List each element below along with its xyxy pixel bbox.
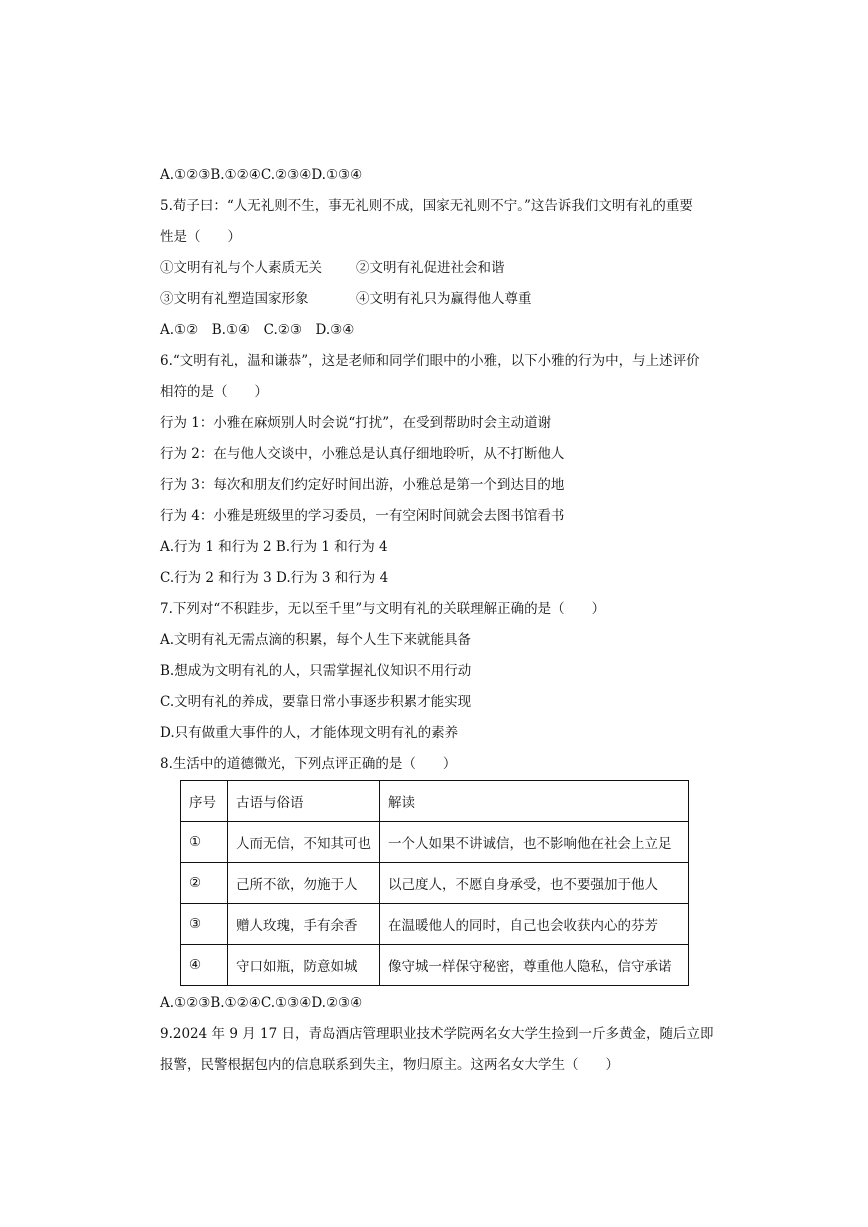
q6-behavior-3: 行为 3：每次和朋友们约定好时间出游，小雅总是第一个到达目的地 xyxy=(160,477,565,493)
q6-behavior-2: 行为 2：在与他人交谈中，小雅总是认真仔细地聆听，从不打断他人 xyxy=(160,446,565,462)
q5-statement-2: ②文明有礼促进社会和谐 xyxy=(356,260,505,276)
q8-table-wrapper xyxy=(180,780,720,986)
table-row xyxy=(181,904,689,945)
q7-option-d: D.只有做重大事件的人，才能体现文明有礼的素养 xyxy=(160,725,459,741)
q5-statement-3: ③文明有礼塑造国家形象 xyxy=(160,291,309,307)
document-page xyxy=(160,160,720,1081)
table-cell: 在温暖他人的同时，自己也会收获内心的芬芳 xyxy=(380,904,689,945)
q5-stem-line1: 5.荀子曰：“人无礼则不生，事无礼则不成，国家无礼则不宁。”这告诉我们文明有礼的重要 xyxy=(160,198,693,214)
q4-answer-options: A.①②③B.①②④C.②③④D.①③④ xyxy=(160,167,363,183)
table-cell: 己所不欲，勿施于人 xyxy=(228,863,380,904)
q7-stem: 7.下列对“不积跬步，无以至千里”与文明有礼的关联理解正确的是（ ） xyxy=(160,601,606,617)
q6-behavior-1: 行为 1：小雅在麻烦别人时会说“打扰”，在受到帮助时会主动道谢 xyxy=(160,415,552,431)
table-cell: ② xyxy=(181,863,228,904)
table-cell: 像守城一样保守秘密，尊重他人隐私，信守承诺 xyxy=(380,945,689,986)
table-cell: ① xyxy=(181,822,228,863)
q5-statement-4: ④文明有礼只为赢得他人尊重 xyxy=(356,291,532,307)
q6-stem-line2: 相符的是（ ） xyxy=(160,384,268,400)
q7-option-c: C.文明有礼的养成，要靠日常小事逐步积累才能实现 xyxy=(160,694,472,710)
q8-stem: 8.生活中的道德微光，下列点评正确的是（ ） xyxy=(160,756,457,772)
table-cell: ④ xyxy=(181,945,228,986)
q9-stem-line2: 报警，民警根据包内的信息联系到失主，物归原主。这两名女大学生（ ） xyxy=(160,1057,619,1073)
table-cell: 人而无信，不知其可也 xyxy=(228,822,380,863)
q5-statements-row2 xyxy=(160,284,720,315)
table-cell: 守口如瓶，防意如城 xyxy=(228,945,380,986)
table-cell: 一个人如果不讲诚信，也不影响他在社会上立足 xyxy=(380,822,689,863)
table-header-row xyxy=(181,781,689,822)
table-cell: ③ xyxy=(181,904,228,945)
table-row xyxy=(181,945,689,986)
table-cell: 赠人玫瑰，手有余香 xyxy=(228,904,380,945)
table-cell: 以己度人，不愿自身承受，也不要强加于他人 xyxy=(380,863,689,904)
q8-table xyxy=(180,780,689,986)
q8-answer-options: A.①②③B.①②④C.①③④D.②③④ xyxy=(160,995,363,1011)
q6-stem-line1: 6.“文明有礼，温和谦恭”，这是老师和同学们眼中的小雅，以下小雅的行为中，与上述评价 xyxy=(160,353,700,369)
q5-statements-row1 xyxy=(160,253,720,284)
table-row xyxy=(181,822,689,863)
q5-answer-options: A.①② B.①④ C.②③ D.③④ xyxy=(160,322,355,338)
q6-behavior-4: 行为 4：小雅是班级里的学习委员，一有空闲时间就会去图书馆看书 xyxy=(160,508,565,524)
q9-stem-line1: 9.2024 年 9 月 17 日，青岛酒店管理职业技术学院两名女大学生捡到一斤多黄金，随后立即 xyxy=(160,1026,714,1042)
q5-statement-1: ①文明有礼与个人素质无关 xyxy=(160,260,322,276)
table-row xyxy=(181,863,689,904)
table-header-cell: 序号 xyxy=(181,781,228,822)
q6-answer-options-ab: A.行为 1 和行为 2 B.行为 1 和行为 4 xyxy=(160,539,388,555)
table-header-cell: 古语与俗语 xyxy=(228,781,380,822)
table-header-cell: 解读 xyxy=(380,781,689,822)
q7-option-a: A.文明有礼无需点滴的积累，每个人生下来就能具备 xyxy=(160,632,472,648)
q7-option-b: B.想成为文明有礼的人，只需掌握礼仪知识不用行动 xyxy=(160,663,472,679)
q5-stem-line2: 性是（ ） xyxy=(160,229,241,245)
q6-answer-options-cd: C.行为 2 和行为 3 D.行为 3 和行为 4 xyxy=(160,570,389,586)
